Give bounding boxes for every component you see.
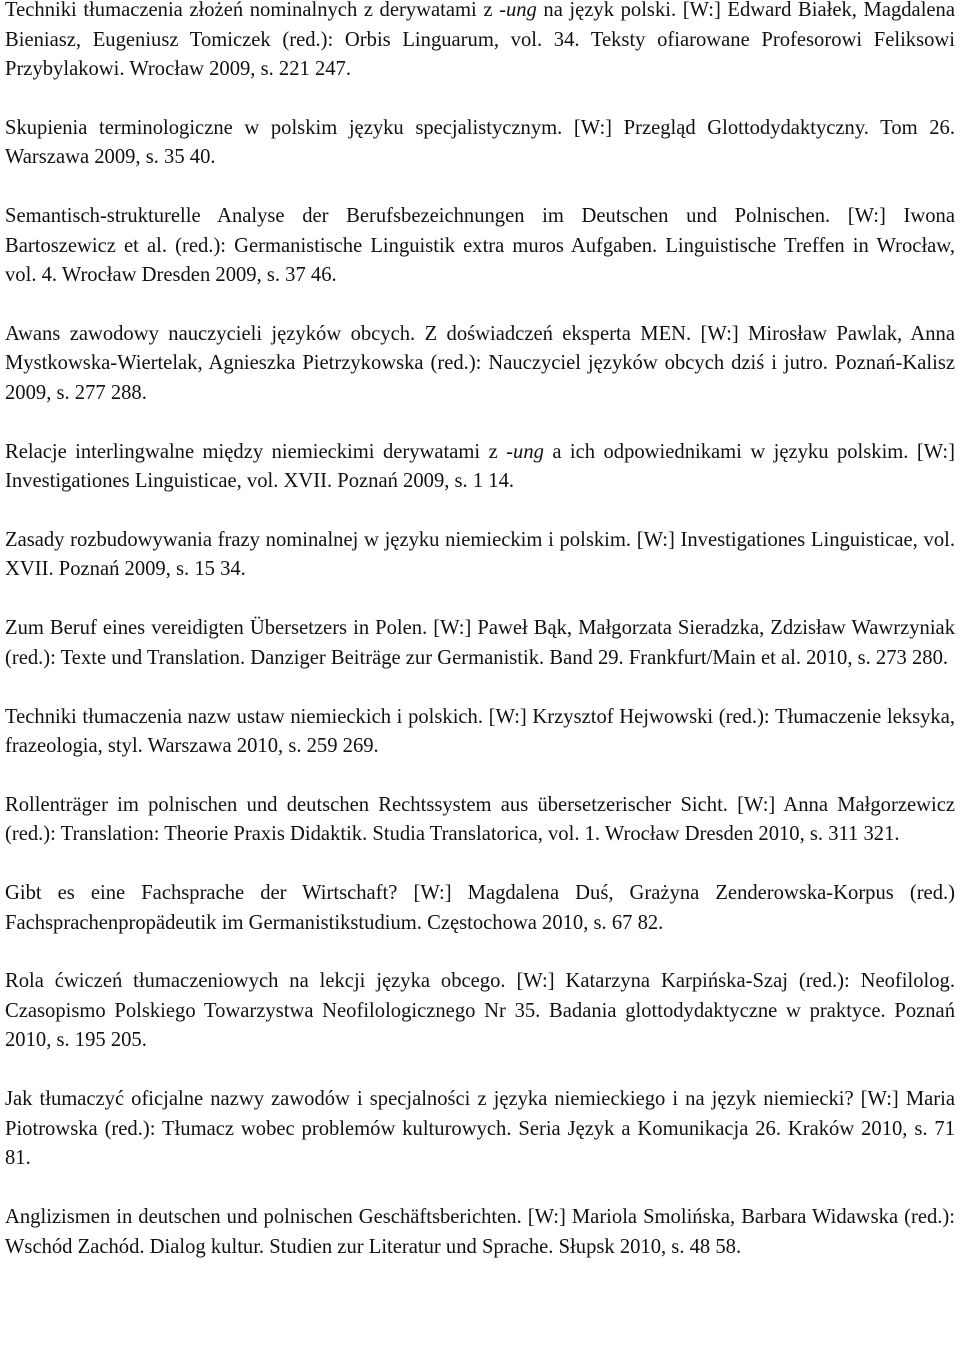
bibliography-entry: Rola ćwiczeń tłumaczeniowych na lekcji języka obcego. [W:] Katarzyna Karpińska-Szaj (red.): Neofilolog. Czasopismo Polskiego Towarzystwa Neofilologicznego Nr 35. Badania glottodydaktyczne w praktyce. Poznań 2010, s. 195 205. <box>5 970 955 1052</box>
bibliography-entry: Rollenträger im polnischen und deutschen Rechtssystem aus übersetzerischer Sicht. [W:] Anna Małgorzewicz (red.): Translation: Theorie Praxis Didaktik. Studia Translatorica, vol. 1. Wrocław Dresden 2010, s. 311 321. <box>5 793 955 846</box>
bibliography-entry: Zum Beruf eines vereidigten Übersetzers in Polen. [W:] Paweł Bąk, Małgorzata Sieradzka, Zdzisław Wawrzyniak (red.): Texte und Translation. Danziger Beiträge zur Germanistik. Band 29. Frankfurt/Main et al. 2010, s. 273 280. <box>5 617 955 669</box>
bibliography-entry: Awans zawodowy nauczycieli języków obcych. Z doświadczeń eksperta MEN. [W:] Mirosław Pawlak, Anna Mystkowska-Wiertelak, Agnieszka Pietrzykowska (red.): Nauczyciel języków obcych dziś i jutro. Poznań-Kalisz 2009, s. 277 288. <box>5 322 955 404</box>
bibliography-entry: Zasady rozbudowywania frazy nominalnej w języku niemieckim i polskim. [W:] Investigationes Linguisticae, vol. XVII. Poznań 2009, s. 15 34. <box>5 528 955 581</box>
bibliography-entry: Skupienia terminologiczne w polskim języku specjalistycznym. [W:] Przegląd Glottodydaktyczny. Tom 26. Warszawa 2009, s. 35 40. <box>5 116 955 169</box>
bibliography-entry <box>5 438 955 497</box>
entry-text: Techniki tłumaczenia złożeń nominalnych z derywatami z - <box>5 0 506 21</box>
bibliography-entry: Gibt es eine Fachsprache der Wirtschaft? [W:] Magdalena Duś, Grażyna Zenderowska-Korpus (red.) Fachsprachenpropädeutik im Germanistikstudium. Częstochowa 2010, s. 67 82. <box>5 882 955 934</box>
bibliography-entry: Anglizismen in deutschen und polnischen Geschäftsberichten. [W:] Mariola Smolińska, Barbara Widawska (red.): Wschód Zachód. Dialog kultur. Studien zur Literatur und Sprache. Słupsk 2010, s. 48 58. <box>5 1206 955 1258</box>
entry-text: Relacje interlingwalne między niemieckimi derywatami z - <box>5 440 514 463</box>
bibliography-list <box>5 0 955 1291</box>
entry-text: na język polski. [W:] Edward Białek, Magdalena Bieniasz, Eugeniusz Tomiczek (red.): Orbis Linguarum, vol. 34. Teksty ofiarowane Profesorowi Feliksowi Przybylakowi. Wrocław 2009, s. 221 247. <box>5 0 955 80</box>
entry-italic-text: ung <box>513 440 544 463</box>
bibliography-entry: Semantisch-strukturelle Analyse der Berufsbezeichnungen im Deutschen und Polnischen. [W:] Iwona Bartoszewicz et al. (red.): Germanistische Linguistik extra muros Aufgaben. Linguistische Treffen in Wrocław, vol. 4. Wrocław Dresden 2009, s. 37 46. <box>5 205 955 287</box>
bibliography-entry <box>5 0 955 85</box>
bibliography-entry: Techniki tłumaczenia nazw ustaw niemieckich i polskich. [W:] Krzysztof Hejwowski (red.): Tłumaczenie leksyka, frazeologia, styl. Warszawa 2010, s. 259 269. <box>5 705 955 758</box>
bibliography-entry: Jak tłumaczyć oficjalne nazwy zawodów i specjalności z języka niemieckiego i na język niemiecki? [W:] Maria Piotrowska (red.): Tłumacz wobec problemów kulturowych. Seria Język a Komunikacja 26. Kraków 2010, s. 71 81. <box>5 1088 955 1170</box>
entry-text: a ich odpowiednikami w języku polskim. [W:] Investigationes Linguisticae, vol. XVII. Poznań 2009, s. 1 14. <box>5 440 955 493</box>
entry-italic-text: ung <box>505 0 537 21</box>
